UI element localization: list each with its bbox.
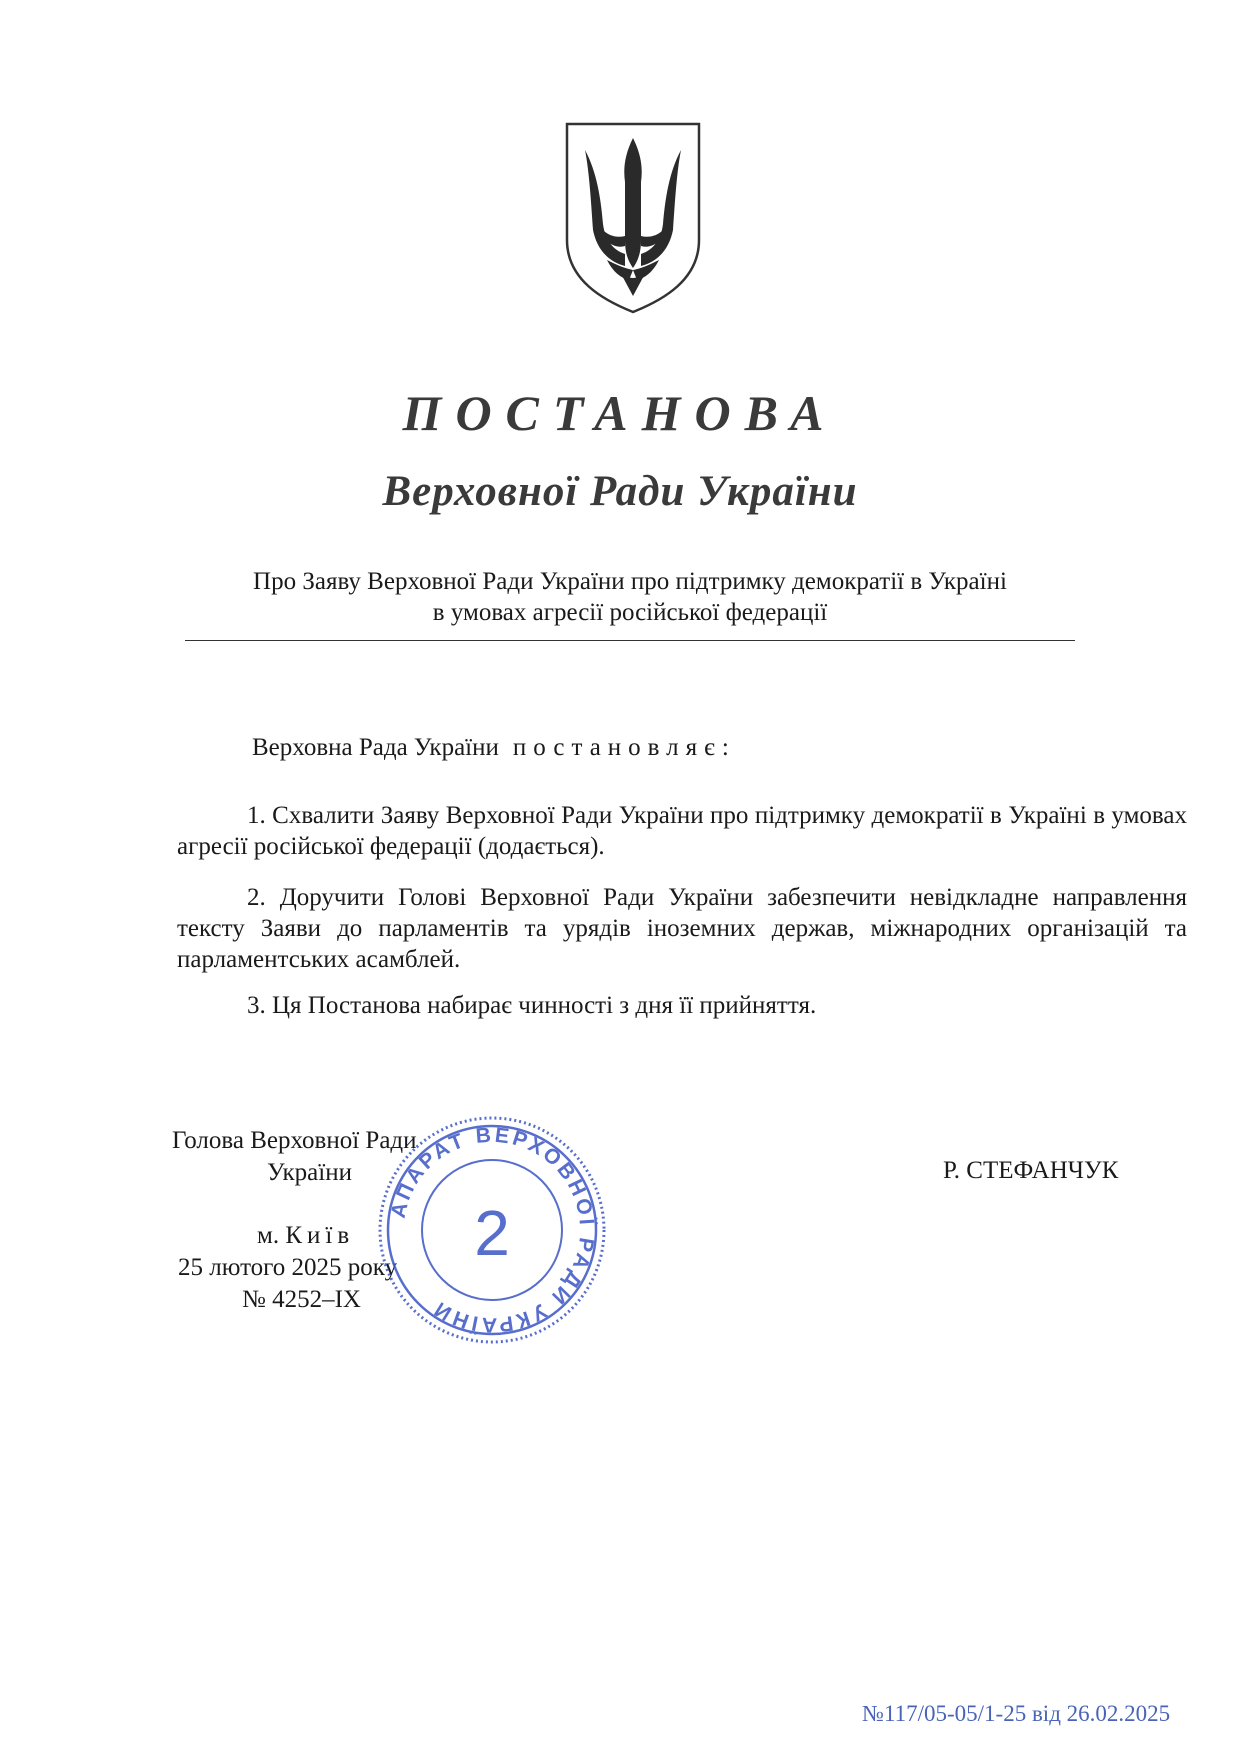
official-seal-stamp bbox=[372, 1110, 612, 1350]
clause-1: 1. Схвалити Заяву Верховної Ради України про підтримку демократії в Україні в умовах агресії російської федерації (додається). bbox=[177, 802, 1187, 860]
signatory-position-line-1: Голова Верховної Ради bbox=[172, 1127, 417, 1154]
seal-text: АПАРАТ ВЕРХОВНОЇ РАДИ УКРАЇНИ bbox=[386, 1123, 599, 1337]
seal-digit: 2 bbox=[474, 1197, 510, 1269]
document-subject bbox=[185, 566, 1075, 628]
place-city bbox=[257, 1220, 354, 1252]
document-date: 25 лютого 2025 року bbox=[178, 1254, 398, 1281]
document-number: № 4252–IX bbox=[242, 1286, 361, 1313]
decree-statement bbox=[252, 732, 736, 764]
subject-underline bbox=[185, 640, 1075, 641]
document-issuer: Верховної Ради України bbox=[382, 468, 858, 515]
city-name: Київ bbox=[285, 1222, 355, 1249]
tryzub-coat-of-arms-icon bbox=[563, 120, 703, 316]
signatory-name: Р. СТЕФАНЧУК bbox=[943, 1157, 1119, 1184]
subject-line-2: в умовах агресії російської федерації bbox=[432, 599, 828, 626]
clause-2: 2. Доручити Голові Верховної Ради України забезпечити невідкладне направлення тексту Заяви до парламентів та урядів іноземних держав, міжнародних організацій та парламентських асамблей. bbox=[177, 884, 1187, 973]
clause-3: 3. Ця Постанова набирає чинності з дня її прийняття. bbox=[247, 992, 817, 1019]
registration-number: №117/05-05/1-25 від 26.02.2025 bbox=[862, 1701, 1171, 1726]
decree-word: постановляє: bbox=[512, 734, 736, 761]
subject-line-1: Про Заяву Верховної Ради України про підтримку демократії в Україні bbox=[253, 568, 1007, 595]
signatory-position-line-2: України bbox=[267, 1159, 352, 1186]
document-title: ПОСТАНОВА bbox=[402, 385, 838, 441]
decree-lead: Верховна Рада України bbox=[252, 734, 499, 761]
city-prefix: м. bbox=[257, 1222, 280, 1249]
